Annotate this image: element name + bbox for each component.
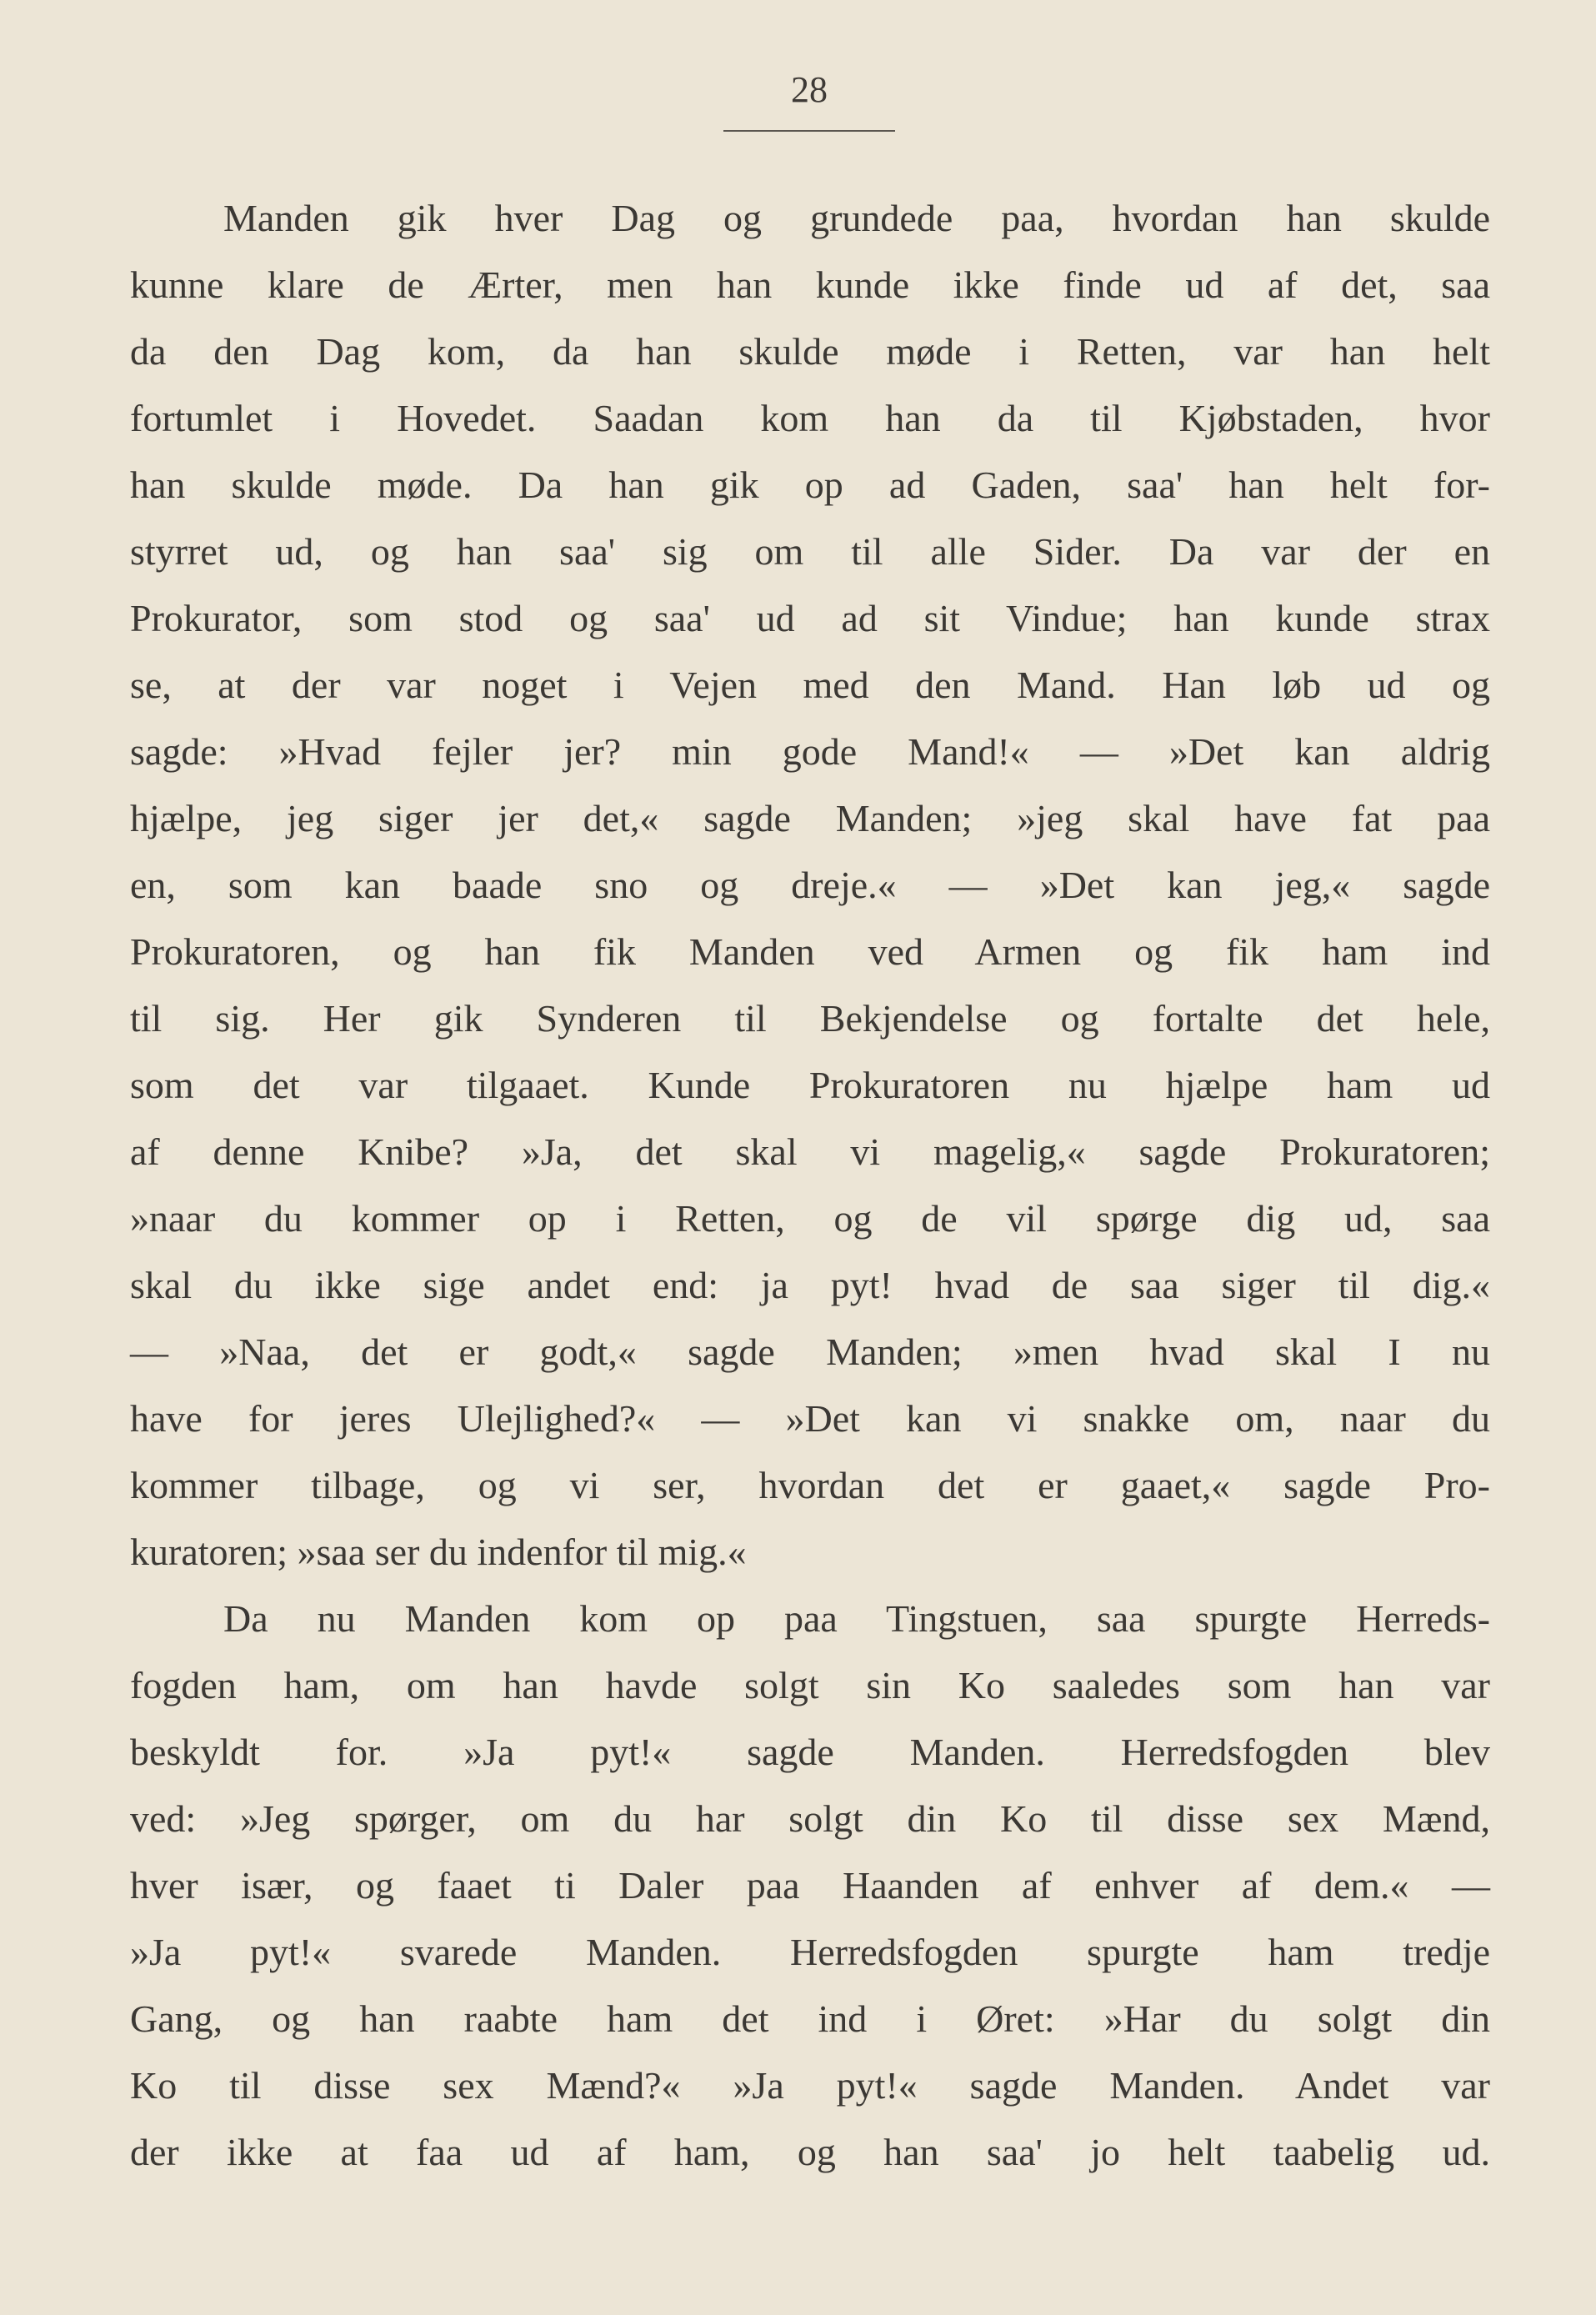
text-line: fogden ham, om han havde solgt sin Ko saaledes som han var (130, 1664, 1490, 1706)
text-line: se, at der var noget i Vejen med den Mand. Han løb ud og (130, 664, 1490, 706)
text-line: »naar du kommer op i Retten, og de vil spørge dig ud, saa (130, 1197, 1490, 1240)
text-line: kommer tilbage, og vi ser, hvordan det er gaaet,« sagde Pro- (130, 1464, 1490, 1506)
text-line: Manden gik hver Dag og grundede paa, hvordan han skulde (223, 197, 1490, 239)
page-number: 28 (791, 69, 828, 110)
text-line: sagde: »Hvad fejler jer? min gode Mand!« — »Det kan aldrig (130, 730, 1490, 773)
header-rule (723, 130, 895, 132)
text-line: styrret ud, og han saa' sig om til alle Sider. Da var der en (130, 530, 1490, 573)
text-line: han skulde møde. Da han gik op ad Gaden, saa' han helt for- (130, 464, 1490, 506)
text-line: »Ja pyt!« svarede Manden. Herredsfogden spurgte ham tredje (130, 1931, 1490, 1973)
text-line: skal du ikke sige andet end: ja pyt! hvad de saa siger til dig.« (130, 1264, 1490, 1306)
text-line: — »Naa, det er godt,« sagde Manden; »men hvad skal I nu (130, 1330, 1490, 1373)
text-line: fortumlet i Hovedet. Saadan kom han da til Kjøbstaden, hvor (130, 397, 1490, 439)
text-line: Prokuratoren, og han fik Manden ved Armen og fik ham ind (130, 930, 1490, 973)
text-line: kuratoren; »saa ser du indenfor til mig.« (130, 1531, 747, 1573)
text-line: Gang, og han raabte ham det ind i Øret: »Har du solgt din (130, 1997, 1490, 2040)
text-line: af denne Knibe? »Ja, det skal vi magelig,« sagde Prokuratoren; (130, 1130, 1490, 1173)
text-line: kunne klare de Ærter, men han kunde ikke finde ud af det, saa (130, 263, 1490, 306)
text-line: Prokurator, som stod og saa' ud ad sit Vindue; han kunde strax (130, 597, 1490, 639)
text-line: hver især, og faaet ti Daler paa Haanden af enhver af dem.« — (130, 1864, 1490, 1907)
text-line: som det var tilgaaet. Kunde Prokuratoren nu hjælpe ham ud (130, 1064, 1490, 1106)
text-line: da den Dag kom, da han skulde møde i Retten, var han helt (130, 330, 1490, 373)
text-line: en, som kan baade sno og dreje.« — »Det kan jeg,« sagde (130, 864, 1490, 906)
text-line: beskyldt for. »Ja pyt!« sagde Manden. Herredsfogden blev (130, 1731, 1490, 1773)
paragraph-1 (130, 185, 1490, 1586)
text-line: have for jeres Ulejlighed?« — »Det kan vi snakke om, naar du (130, 1397, 1490, 1440)
paragraph-2 (130, 1586, 1490, 2186)
text-line: hjælpe, jeg siger jer det,« sagde Manden; »jeg skal have fat paa (130, 797, 1490, 839)
text-line: til sig. Her gik Synderen til Bekjendelse og fortalte det hele, (130, 997, 1490, 1040)
text-line: Ko til disse sex Mænd?« »Ja pyt!« sagde Manden. Andet var (130, 2064, 1490, 2107)
text-line: ved: »Jeg spørger, om du har solgt din Ko til disse sex Mænd, (130, 1797, 1490, 1840)
text-line: Da nu Manden kom op paa Tingstuen, saa spurgte Herreds- (223, 1597, 1490, 1640)
body-text (130, 185, 1490, 2186)
text-line: der ikke at faa ud af ham, og han saa' jo helt taabelig ud. (130, 2131, 1490, 2173)
